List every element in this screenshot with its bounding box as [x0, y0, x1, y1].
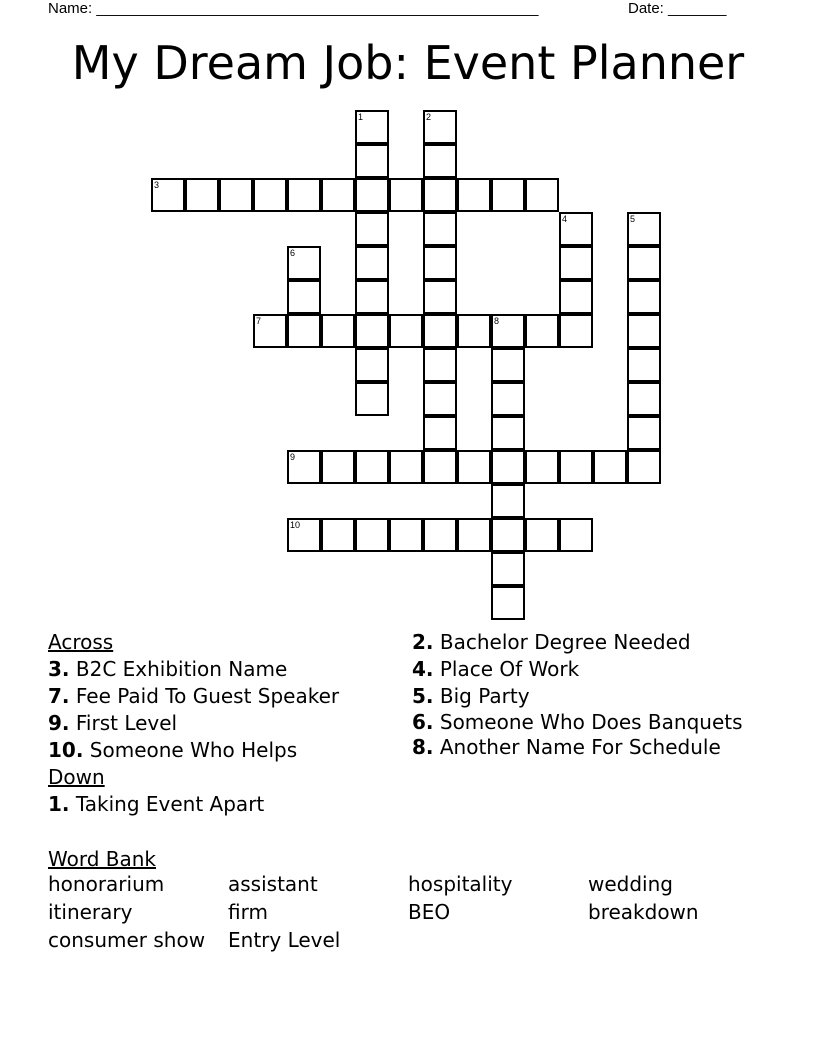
crossword-cell[interactable] [491, 348, 525, 382]
clue-across-10: 10. Someone Who Helps [48, 738, 298, 762]
word-bank-word: BEO [408, 900, 451, 924]
crossword-cell[interactable] [423, 416, 457, 450]
crossword-cell[interactable] [491, 518, 525, 552]
crossword-cell[interactable] [151, 178, 185, 212]
crossword-cell[interactable] [423, 518, 457, 552]
word-bank-word: consumer show [48, 928, 206, 952]
crossword-cell[interactable] [355, 518, 389, 552]
word-bank-row [48, 872, 673, 900]
word-bank-row [48, 900, 699, 928]
crossword-cell[interactable] [491, 484, 525, 518]
clue-number: 4 [562, 214, 568, 224]
crossword-cell[interactable] [355, 246, 389, 280]
word-bank-word: Entry Level [228, 928, 341, 952]
crossword-cell[interactable] [219, 178, 253, 212]
word-bank [48, 846, 699, 956]
clue-down-5: 5. Big Party [412, 684, 530, 708]
crossword-cell[interactable] [525, 518, 559, 552]
crossword-cell[interactable] [287, 280, 321, 314]
crossword-cell[interactable] [321, 178, 355, 212]
clue-down-6: 6. Someone Who Does Banquets [412, 710, 743, 734]
clues-left-column [48, 629, 398, 818]
crossword-cell[interactable] [559, 280, 593, 314]
name-blank: _____________________________________________________ [96, 0, 539, 17]
crossword-cell[interactable] [389, 450, 423, 484]
crossword-cell[interactable] [355, 178, 389, 212]
crossword-cell[interactable] [525, 178, 559, 212]
crossword-cell[interactable] [355, 144, 389, 178]
word-bank-row [48, 928, 341, 956]
crossword-cell[interactable] [491, 450, 525, 484]
clue-number: 7 [256, 316, 262, 326]
crossword-cell[interactable] [423, 144, 457, 178]
clue-number: 1 [358, 112, 364, 122]
crossword-cell[interactable] [389, 178, 423, 212]
crossword-cell[interactable] [525, 314, 559, 348]
crossword-cell[interactable] [389, 518, 423, 552]
word-bank-word: firm [228, 900, 268, 924]
crossword-cell[interactable] [321, 518, 355, 552]
crossword-cell[interactable] [627, 416, 661, 450]
crossword-cell[interactable] [593, 450, 627, 484]
crossword-cell[interactable] [627, 212, 661, 246]
clues-right-column [412, 629, 752, 761]
crossword-cell[interactable] [355, 110, 389, 144]
word-bank-word: assistant [228, 872, 318, 896]
crossword-cell[interactable] [389, 314, 423, 348]
crossword-cell[interactable] [457, 518, 491, 552]
clue-across-7: 7. Fee Paid To Guest Speaker [48, 684, 340, 708]
crossword-cell[interactable] [321, 314, 355, 348]
clue-down-1: 1. Taking Event Apart [48, 792, 265, 816]
crossword-cell[interactable] [287, 178, 321, 212]
crossword-cell[interactable] [423, 178, 457, 212]
down-heading: Down [48, 765, 105, 789]
crossword-cell[interactable] [423, 110, 457, 144]
crossword-cell[interactable] [355, 280, 389, 314]
crossword-cell[interactable] [627, 246, 661, 280]
crossword-cell[interactable] [627, 314, 661, 348]
crossword-cell[interactable] [627, 280, 661, 314]
crossword-cell[interactable] [287, 518, 321, 552]
clue-number: 2 [426, 112, 432, 122]
crossword-cell[interactable] [559, 246, 593, 280]
crossword-cell[interactable] [253, 314, 287, 348]
crossword-cell[interactable] [491, 382, 525, 416]
crossword-cell[interactable] [491, 416, 525, 450]
across-heading: Across [48, 630, 114, 654]
clue-down-8: 8. Another Name For Schedule [412, 735, 721, 759]
clue-number: 8 [494, 316, 500, 326]
page-title: My Dream Job: Event Planner [71, 36, 745, 90]
crossword-cell[interactable] [559, 450, 593, 484]
word-bank-word: wedding [588, 872, 673, 896]
crossword-cell[interactable] [287, 246, 321, 280]
clue-across-9: 9. First Level [48, 711, 178, 735]
clue-down-4: 4. Place Of Work [412, 657, 580, 681]
crossword-cell[interactable] [491, 314, 525, 348]
clue-down-2: 2. Bachelor Degree Needed [412, 630, 691, 654]
crossword-cell[interactable] [321, 450, 355, 484]
crossword-cell[interactable] [355, 212, 389, 246]
crossword-cell[interactable] [491, 552, 525, 586]
crossword-cell[interactable] [355, 450, 389, 484]
clue-number: 6 [290, 248, 296, 258]
crossword-cell[interactable] [559, 518, 593, 552]
crossword-cell[interactable] [627, 348, 661, 382]
crossword-cell[interactable] [423, 450, 457, 484]
crossword-cell[interactable] [423, 246, 457, 280]
crossword-cell[interactable] [423, 280, 457, 314]
word-bank-word: honorarium [48, 872, 165, 896]
crossword-cell[interactable] [185, 178, 219, 212]
crossword-cell[interactable] [423, 212, 457, 246]
clue-number: 3 [154, 180, 160, 190]
crossword-cell[interactable] [355, 348, 389, 382]
date-label: Date: [628, 0, 664, 17]
word-bank-word: itinerary [48, 900, 133, 924]
crossword-cell[interactable] [423, 314, 457, 348]
crossword-cell[interactable] [287, 314, 321, 348]
word-bank-title: Word Bank [48, 847, 156, 871]
crossword-cell[interactable] [457, 178, 491, 212]
crossword-cell[interactable] [559, 212, 593, 246]
crossword-cell[interactable] [491, 178, 525, 212]
crossword-cell[interactable] [423, 348, 457, 382]
clue-number: 10 [290, 520, 301, 530]
clue-across-3: 3. B2C Exhibition Name [48, 657, 288, 681]
word-bank-word: breakdown [588, 900, 699, 924]
crossword-cell[interactable] [457, 450, 491, 484]
clue-number: 9 [290, 452, 296, 462]
crossword-cell[interactable] [457, 314, 491, 348]
crossword-cell[interactable] [355, 314, 389, 348]
crossword-cell[interactable] [627, 450, 661, 484]
date-blank: _______ [668, 0, 727, 17]
crossword-cell[interactable] [287, 450, 321, 484]
name-label: Name: [48, 0, 93, 17]
crossword-cell[interactable] [627, 382, 661, 416]
crossword-cell[interactable] [355, 382, 389, 416]
clue-number: 5 [630, 214, 636, 224]
crossword-cell[interactable] [423, 382, 457, 416]
crossword-cell[interactable] [559, 314, 593, 348]
crossword-cell[interactable] [525, 450, 559, 484]
word-bank-word: hospitality [408, 872, 513, 896]
crossword-cell[interactable] [491, 586, 525, 620]
crossword-cell[interactable] [253, 178, 287, 212]
